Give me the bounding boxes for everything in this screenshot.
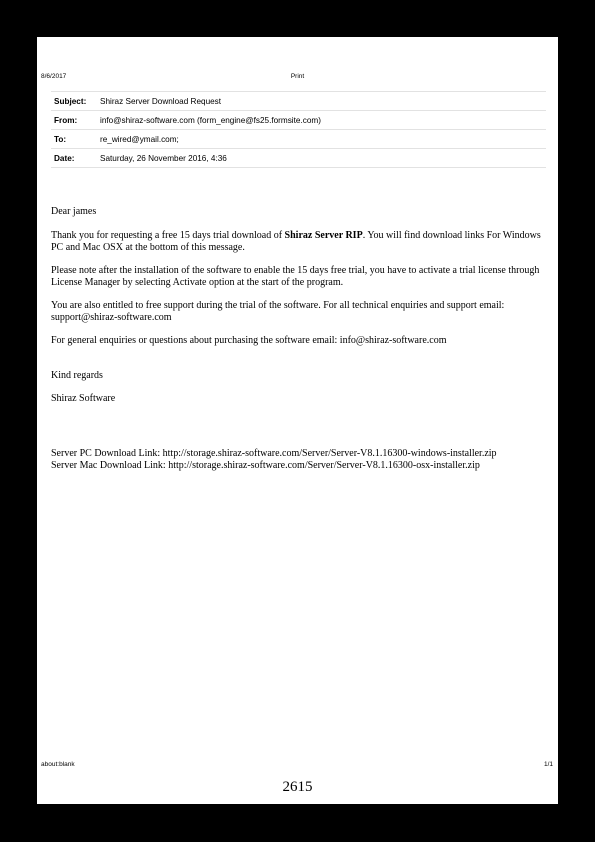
footer-page: 1/1 (543, 761, 553, 768)
paragraph-thanks (51, 230, 546, 254)
to-label: To: (51, 130, 98, 149)
footer-url: about:blank (41, 761, 75, 768)
document-page (37, 37, 558, 804)
greeting: Dear james (51, 206, 97, 217)
paragraph-activation: Please note after the installation of the software to enable the 15 days free trial, you have to activate a trial license through License Manager by selecting Activate option at the start of the program. (51, 265, 540, 288)
from-label: From: (51, 111, 98, 130)
from-value: info@shiraz-software.com (form_engine@fs25.formsite.com) (98, 111, 546, 130)
page-number: 2615 (282, 779, 313, 795)
date-row (51, 149, 546, 168)
email-header-table (51, 91, 546, 168)
to-row (51, 130, 546, 149)
mac-download-link[interactable]: Server Mac Download Link: http://storage.shiraz-software.com/Server/Server-V8.1.16300-osx-installer.zip (51, 460, 480, 471)
paragraph-support: You are also entitled to free support during the trial of the software. For all technical enquiries and support email: support@shiraz-software.com (51, 300, 505, 323)
paragraph-thanks-start: Thank you for requesting a free 15 days trial download of (51, 230, 285, 241)
email-body (51, 206, 546, 472)
subject-value: Shiraz Server Download Request (98, 92, 546, 111)
paragraph-enquiries: For general enquiries or questions about purchasing the software email: info@shiraz-software.com (51, 335, 447, 346)
product-name: Shiraz Server RIP (284, 230, 363, 241)
print-date: 8/6/2017 (41, 73, 67, 80)
subject-label: Subject: (51, 92, 98, 111)
signature: Shiraz Software (51, 393, 116, 404)
to-value: re_wired@ymail.com; (98, 130, 546, 149)
paragraph-thanks-end: . You will find download links For Windows PC and Mac OSX at the bottom of this message. (51, 230, 541, 253)
pc-download-link[interactable]: Server PC Download Link: http://storage.shiraz-software.com/Server/Server-V8.1.16300-windows-installer.zip (51, 448, 497, 459)
from-row (51, 111, 546, 130)
date-value: Saturday, 26 November 2016, 4:36 (98, 149, 546, 168)
closing: Kind regards (51, 370, 103, 381)
date-label: Date: (51, 149, 98, 168)
print-title: Print (290, 73, 305, 80)
subject-row (51, 92, 546, 111)
